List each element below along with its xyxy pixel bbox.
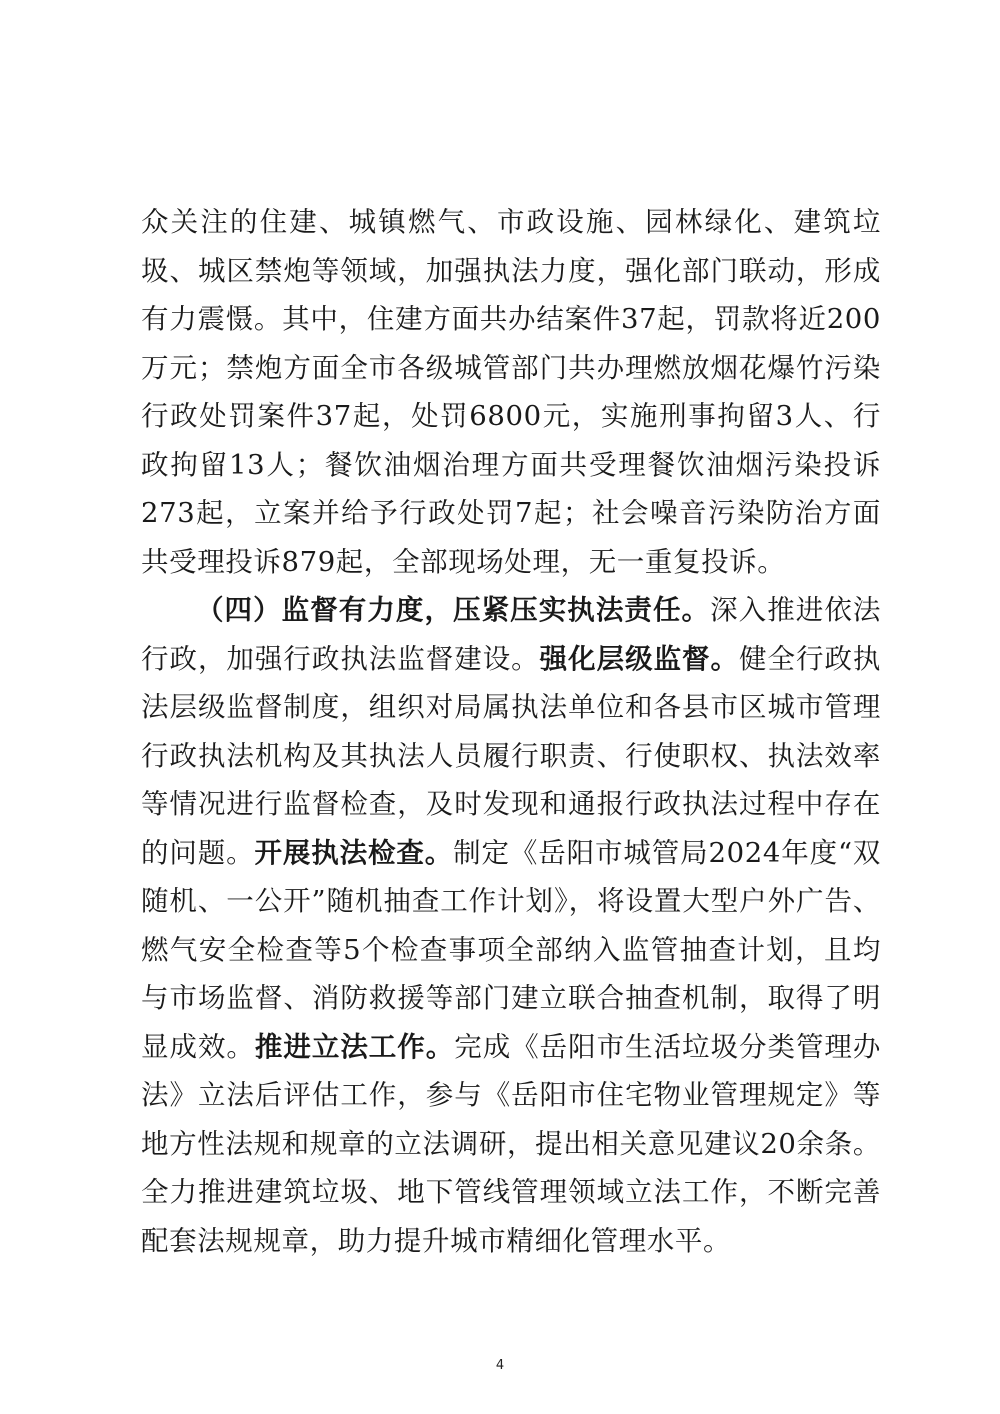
paragraph-supervision	[141, 586, 881, 1265]
page-number: 4	[495, 1358, 505, 1373]
section-heading: （四）监督有力度，压紧压实执法责任。	[196, 594, 711, 626]
paragraph-text: 制定《岳阳市城管局2024年度“双随机、一公开”随机抽查工作计划》，将设置大型户外广告、燃气安全检查等5个检查事项全部纳入监管抽查计划，且均与市场监督、消防救援等部门建立联合抽查机制，取得了明显成效。	[141, 836, 881, 1063]
paragraph-text: 健全行政执法层级监督制度，组织对局属执法单位和各县市区城市管理行政执法机构及其执法人员履行职责、行使职权、执法效率等情况进行监督检查，及时发现和通报行政执法过程中存在的问题。	[141, 642, 882, 869]
paragraph-text: 深入推进依法行政，加强行政执法监督建设。	[141, 594, 881, 675]
subheading-legislation: 推进立法工作。	[254, 1030, 455, 1063]
subheading-hierarchy-supervision: 强化层级监督。	[539, 642, 740, 675]
body-text	[141, 198, 881, 1265]
paragraph-continuation: 众关注的住建、城镇燃气、市政设施、园林绿化、建筑垃圾、城区禁炮等领域，加强执法力度，强化部门联动，形成有力震慑。其中，住建方面共办结案件37起，罚款将近200万元；禁炮方面全市各级城管部门共办理燃放烟花爆竹污染行政处罚案件37起，处罚6800元，实施刑事拘留3人、行政拘留13人；餐饮油烟治理方面共受理餐饮油烟污染投诉273起，立案并给予行政处罚7起；社会噪音污染防治方面共受理投诉879起，全部现场处理，无一重复投诉。	[141, 206, 881, 578]
subheading-enforcement-inspection: 开展执法检查。	[254, 836, 454, 869]
paragraph-text: 完成《岳阳市生活垃圾分类管理办法》立法后评估工作，参与《岳阳市住宅物业管理规定》等地方性法规和规章的立法调研，提出相关意见建议20余条。全力推进建筑垃圾、地下管线管理领域立法工作，不断完善配套法规规章，助力提升城市精细化管理水平。	[141, 1030, 882, 1257]
